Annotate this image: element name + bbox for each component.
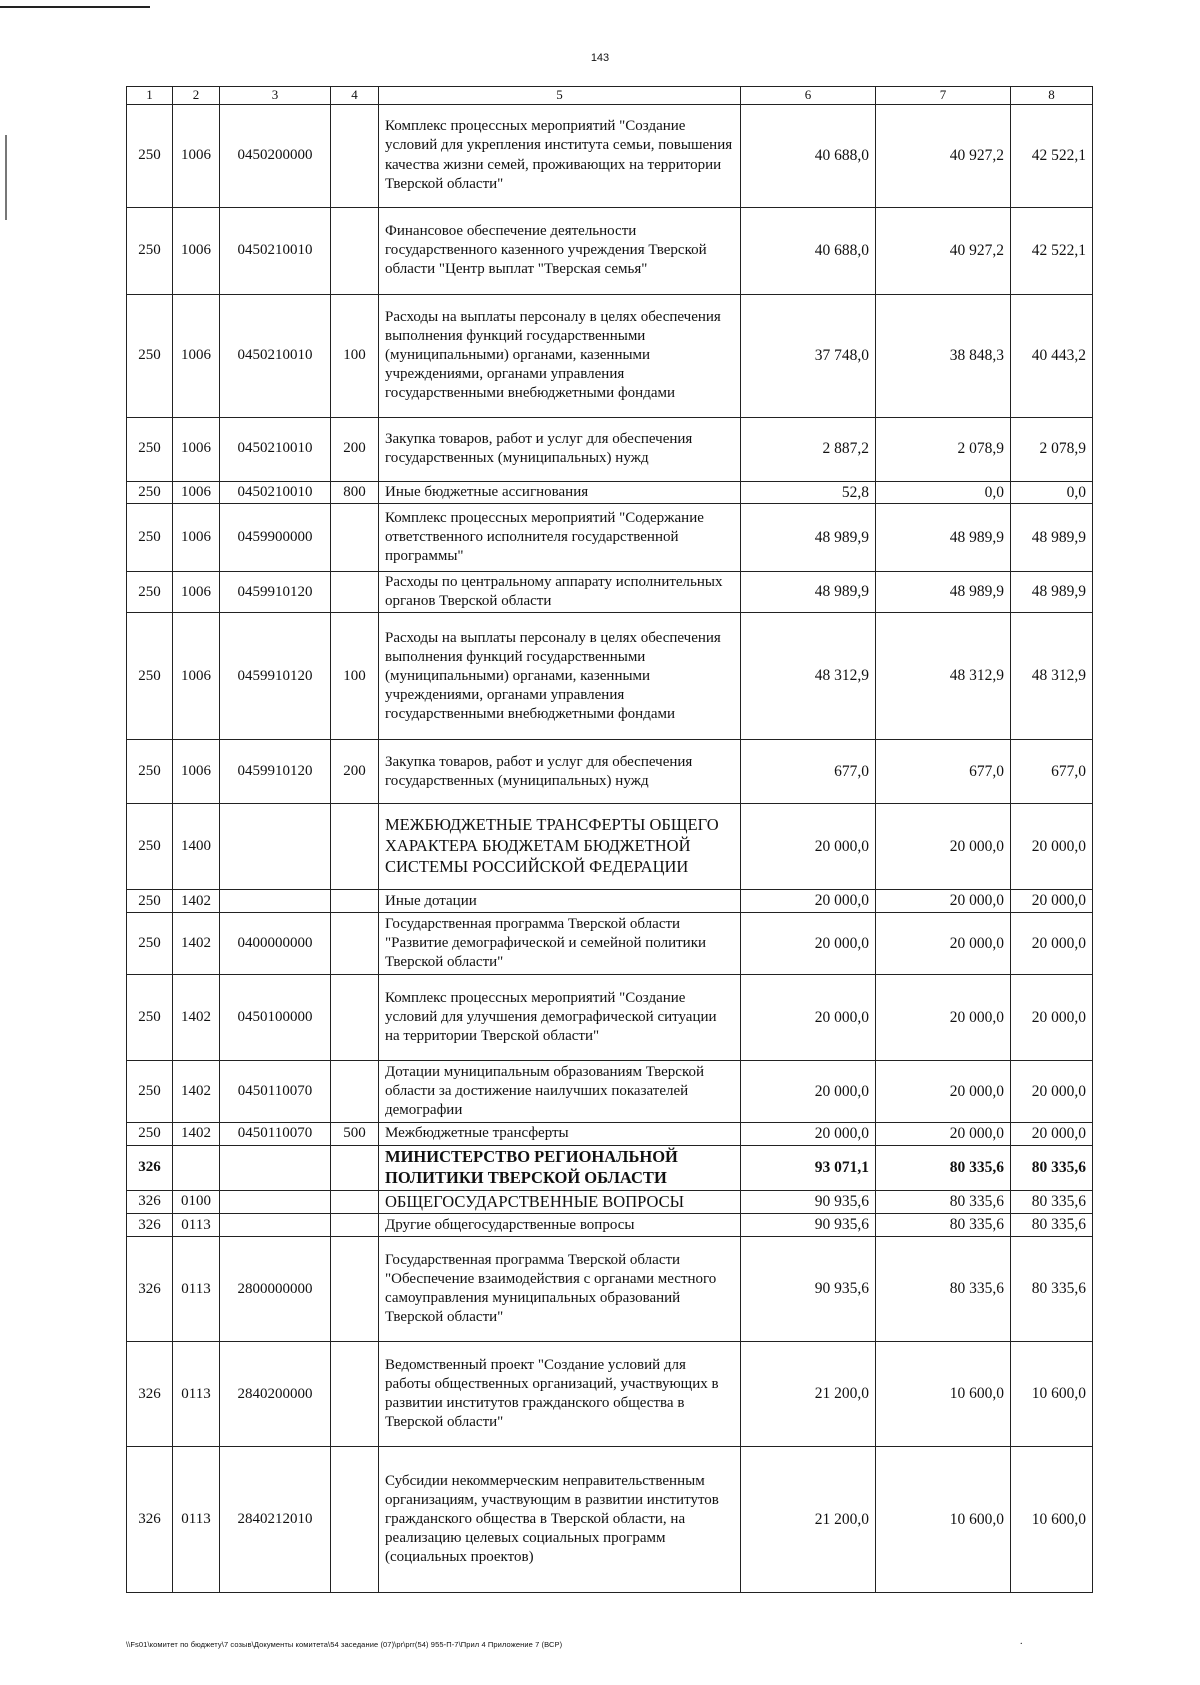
section-code-cell: 1006 [173, 417, 220, 481]
target-article-cell: 0459910120 [220, 572, 331, 613]
description-cell: Государственная программа Тверской области "Развитие демографической и семейной политики Тверской области" [379, 912, 741, 974]
table-row [127, 504, 1093, 572]
amount-year3-cell: 20 000,0 [1011, 1060, 1093, 1122]
section-code-cell: 1006 [173, 504, 220, 572]
description-cell: Межбюджетные трансферты [379, 1122, 741, 1145]
expense-type-cell [331, 504, 379, 572]
amount-year3-cell: 20 000,0 [1011, 1122, 1093, 1145]
amount-year2-cell: 40 927,2 [876, 207, 1011, 294]
chapter-code-cell: 250 [127, 974, 173, 1060]
footer-file-path: \\Fs01\комитет по бюджету\7 созыв\Документы комитета\54 заседание (07)\pr\prr(54) 955-П-7\Прил 4 Приложение 7 (ВСР) [126, 1640, 563, 1649]
chapter-code-cell: 326 [127, 1447, 173, 1593]
description-cell: Расходы на выплаты персоналу в целях обеспечения выполнения функций государственными (муниципальными) органами, казенными учреждениями, органами управления государственными внебюджетными фондами [379, 613, 741, 740]
amount-year2-cell: 20 000,0 [876, 890, 1011, 913]
target-article-cell: 0459900000 [220, 504, 331, 572]
amount-year2-cell: 20 000,0 [876, 1060, 1011, 1122]
amount-year1-cell: 90 935,6 [741, 1190, 876, 1214]
expense-type-cell: 800 [331, 481, 379, 504]
table-row [127, 1237, 1093, 1342]
expense-type-cell [331, 912, 379, 974]
description-cell: Расходы на выплаты персоналу в целях обеспечения выполнения функций государственными (муниципальными) органами, казенными учреждениями, органами управления государственными внебюджетными фондами [379, 294, 741, 417]
corner-scan-mark [0, 6, 150, 8]
column-number-row [127, 87, 1093, 105]
expense-type-cell: 100 [331, 294, 379, 417]
target-article-cell: 0450110070 [220, 1122, 331, 1145]
amount-year1-cell: 90 935,6 [741, 1214, 876, 1237]
amount-year1-cell: 21 200,0 [741, 1342, 876, 1447]
amount-year3-cell: 80 335,6 [1011, 1237, 1093, 1342]
chapter-code-cell: 326 [127, 1214, 173, 1237]
table-row [127, 740, 1093, 804]
chapter-code-cell: 326 [127, 1342, 173, 1447]
amount-year1-cell: 40 688,0 [741, 207, 876, 294]
description-cell: Расходы по центральному аппарату исполнительных органов Тверской области [379, 572, 741, 613]
expense-type-cell [331, 1060, 379, 1122]
amount-year3-cell: 42 522,1 [1011, 104, 1093, 207]
amount-year1-cell: 48 989,9 [741, 572, 876, 613]
column-header: 7 [876, 87, 1011, 105]
expense-type-cell: 500 [331, 1122, 379, 1145]
chapter-code-cell: 250 [127, 912, 173, 974]
target-article-cell: 0450210010 [220, 417, 331, 481]
amount-year3-cell: 80 335,6 [1011, 1190, 1093, 1214]
section-code-cell: 1402 [173, 1122, 220, 1145]
page-number: 143 [590, 52, 610, 64]
table-row [127, 1190, 1093, 1214]
description-cell: Комплекс процессных мероприятий "Создание условий для укрепления института семьи, повышения качества жизни семей, проживающих на территории Тверской области" [379, 104, 741, 207]
amount-year2-cell: 20 000,0 [876, 1122, 1011, 1145]
section-code-cell: 1006 [173, 740, 220, 804]
amount-year2-cell: 0,0 [876, 481, 1011, 504]
amount-year1-cell: 20 000,0 [741, 974, 876, 1060]
column-header: 3 [220, 87, 331, 105]
target-article-cell: 0450200000 [220, 104, 331, 207]
description-cell: Комплекс процессных мероприятий "Содержание ответственного исполнителя государственной программы" [379, 504, 741, 572]
amount-year2-cell: 2 078,9 [876, 417, 1011, 481]
amount-year2-cell: 20 000,0 [876, 974, 1011, 1060]
chapter-code-cell: 250 [127, 417, 173, 481]
expense-type-cell [331, 1342, 379, 1447]
description-cell: ОБЩЕГОСУДАРСТВЕННЫЕ ВОПРОСЫ [379, 1190, 741, 1214]
expense-type-cell: 200 [331, 417, 379, 481]
amount-year2-cell: 20 000,0 [876, 912, 1011, 974]
chapter-code-cell: 250 [127, 804, 173, 890]
chapter-code-cell: 250 [127, 207, 173, 294]
table-row [127, 481, 1093, 504]
target-article-cell: 2840212010 [220, 1447, 331, 1593]
amount-year2-cell: 20 000,0 [876, 804, 1011, 890]
expense-type-cell [331, 974, 379, 1060]
amount-year2-cell: 10 600,0 [876, 1447, 1011, 1593]
chapter-code-cell: 250 [127, 294, 173, 417]
section-code-cell: 1402 [173, 890, 220, 913]
amount-year3-cell: 20 000,0 [1011, 974, 1093, 1060]
expense-type-cell [331, 1190, 379, 1214]
amount-year2-cell: 80 335,6 [876, 1190, 1011, 1214]
target-article-cell: 2840200000 [220, 1342, 331, 1447]
table-row [127, 207, 1093, 294]
amount-year1-cell: 20 000,0 [741, 890, 876, 913]
table-row [127, 104, 1093, 207]
description-cell: МЕЖБЮДЖЕТНЫЕ ТРАНСФЕРТЫ ОБЩЕГО ХАРАКТЕРА БЮДЖЕТАМ БЮДЖЕТНОЙ СИСТЕМЫ РОССИЙСКОЙ ФЕДЕРАЦИИ [379, 804, 741, 890]
chapter-code-cell: 250 [127, 740, 173, 804]
chapter-code-cell: 250 [127, 1060, 173, 1122]
section-code-cell: 1006 [173, 613, 220, 740]
description-cell: Иные бюджетные ассигнования [379, 481, 741, 504]
amount-year1-cell: 20 000,0 [741, 1060, 876, 1122]
description-cell: Финансовое обеспечение деятельности государственного казенного учреждения Тверской области "Центр выплат "Тверская семья" [379, 207, 741, 294]
amount-year2-cell: 677,0 [876, 740, 1011, 804]
expense-type-cell [331, 1145, 379, 1190]
table-row [127, 1122, 1093, 1145]
chapter-code-cell: 250 [127, 104, 173, 207]
amount-year1-cell: 20 000,0 [741, 912, 876, 974]
chapter-code-cell: 250 [127, 504, 173, 572]
chapter-code-cell: 326 [127, 1237, 173, 1342]
expense-type-cell [331, 1447, 379, 1593]
amount-year1-cell: 2 887,2 [741, 417, 876, 481]
amount-year3-cell: 20 000,0 [1011, 804, 1093, 890]
chapter-code-cell: 250 [127, 890, 173, 913]
column-header: 2 [173, 87, 220, 105]
table-row [127, 1145, 1093, 1190]
amount-year1-cell: 48 312,9 [741, 613, 876, 740]
table-row [127, 912, 1093, 974]
target-article-cell [220, 890, 331, 913]
amount-year2-cell: 40 927,2 [876, 104, 1011, 207]
table-row [127, 890, 1093, 913]
section-code-cell: 0113 [173, 1342, 220, 1447]
target-article-cell: 2800000000 [220, 1237, 331, 1342]
amount-year2-cell: 80 335,6 [876, 1237, 1011, 1342]
expense-type-cell [331, 207, 379, 294]
expense-type-cell: 200 [331, 740, 379, 804]
expense-type-cell [331, 890, 379, 913]
description-cell: Закупка товаров, работ и услуг для обеспечения государственных (муниципальных) нужд [379, 740, 741, 804]
amount-year2-cell: 80 335,6 [876, 1214, 1011, 1237]
amount-year2-cell: 48 989,9 [876, 572, 1011, 613]
amount-year1-cell: 20 000,0 [741, 1122, 876, 1145]
description-cell: Другие общегосударственные вопросы [379, 1214, 741, 1237]
section-code-cell: 0100 [173, 1190, 220, 1214]
target-article-cell: 0450210010 [220, 207, 331, 294]
target-article-cell: 0450210010 [220, 481, 331, 504]
amount-year3-cell: 0,0 [1011, 481, 1093, 504]
table-body [127, 104, 1093, 1593]
table-row [127, 294, 1093, 417]
target-article-cell [220, 804, 331, 890]
amount-year1-cell: 677,0 [741, 740, 876, 804]
description-cell: Субсидии некоммерческим неправительственным организациям, участвующим в развитии институтов гражданского общества в Тверской области, на реализацию целевых социальных программ (социальных проектов) [379, 1447, 741, 1593]
table-row [127, 1214, 1093, 1237]
section-code-cell: 1006 [173, 481, 220, 504]
chapter-code-cell: 250 [127, 613, 173, 740]
description-cell: Закупка товаров, работ и услуг для обеспечения государственных (муниципальных) нужд [379, 417, 741, 481]
amount-year3-cell: 20 000,0 [1011, 912, 1093, 974]
amount-year3-cell: 10 600,0 [1011, 1447, 1093, 1593]
section-code-cell: 1400 [173, 804, 220, 890]
section-code-cell: 1402 [173, 912, 220, 974]
amount-year2-cell: 48 312,9 [876, 613, 1011, 740]
section-code-cell: 1402 [173, 974, 220, 1060]
target-article-cell [220, 1190, 331, 1214]
table-row [127, 1342, 1093, 1447]
table-row [127, 804, 1093, 890]
budget-table [126, 86, 1093, 1593]
chapter-code-cell: 250 [127, 481, 173, 504]
section-code-cell: 1006 [173, 207, 220, 294]
chapter-code-cell: 250 [127, 572, 173, 613]
target-article-cell [220, 1214, 331, 1237]
amount-year3-cell: 80 335,6 [1011, 1214, 1093, 1237]
section-code-cell: 0113 [173, 1447, 220, 1593]
description-cell: Комплекс процессных мероприятий "Создание условий для улучшения демографической ситуации на территории Тверской области" [379, 974, 741, 1060]
amount-year3-cell: 80 335,6 [1011, 1145, 1093, 1190]
amount-year1-cell: 20 000,0 [741, 804, 876, 890]
section-code-cell: 1006 [173, 104, 220, 207]
chapter-code-cell: 326 [127, 1190, 173, 1214]
amount-year2-cell: 38 848,3 [876, 294, 1011, 417]
expense-type-cell [331, 572, 379, 613]
description-cell: Ведомственный проект "Создание условий для работы общественных организаций, участвующих в развитии институтов гражданского общества в Тверской области" [379, 1342, 741, 1447]
section-code-cell: 0113 [173, 1214, 220, 1237]
expense-type-cell [331, 1214, 379, 1237]
target-article-cell: 0450100000 [220, 974, 331, 1060]
amount-year3-cell: 10 600,0 [1011, 1342, 1093, 1447]
table-row [127, 974, 1093, 1060]
section-code-cell: 1402 [173, 1060, 220, 1122]
table-row [127, 417, 1093, 481]
amount-year3-cell: 40 443,2 [1011, 294, 1093, 417]
table-row [127, 613, 1093, 740]
column-header: 6 [741, 87, 876, 105]
table-row [127, 1447, 1093, 1593]
target-article-cell [220, 1145, 331, 1190]
target-article-cell: 0400000000 [220, 912, 331, 974]
amount-year3-cell: 48 989,9 [1011, 504, 1093, 572]
side-scan-mark [5, 135, 7, 220]
description-cell: Дотации муниципальным образованиям Тверской области за достижение наилучших показателей демографии [379, 1060, 741, 1122]
amount-year3-cell: 48 312,9 [1011, 613, 1093, 740]
table-row [127, 572, 1093, 613]
amount-year1-cell: 90 935,6 [741, 1237, 876, 1342]
expense-type-cell [331, 1237, 379, 1342]
description-cell: Иные дотации [379, 890, 741, 913]
amount-year1-cell: 52,8 [741, 481, 876, 504]
amount-year3-cell: 20 000,0 [1011, 890, 1093, 913]
target-article-cell: 0459910120 [220, 613, 331, 740]
stray-dot: . [1020, 1636, 1023, 1647]
amount-year2-cell: 48 989,9 [876, 504, 1011, 572]
expense-type-cell: 100 [331, 613, 379, 740]
amount-year3-cell: 2 078,9 [1011, 417, 1093, 481]
amount-year3-cell: 48 989,9 [1011, 572, 1093, 613]
target-article-cell: 0459910120 [220, 740, 331, 804]
section-code-cell: 0113 [173, 1237, 220, 1342]
section-code-cell: 1006 [173, 572, 220, 613]
target-article-cell: 0450110070 [220, 1060, 331, 1122]
chapter-code-cell: 250 [127, 1122, 173, 1145]
amount-year2-cell: 10 600,0 [876, 1342, 1011, 1447]
amount-year3-cell: 42 522,1 [1011, 207, 1093, 294]
amount-year3-cell: 677,0 [1011, 740, 1093, 804]
section-code-cell [173, 1145, 220, 1190]
description-cell: Государственная программа Тверской области "Обеспечение взаимодействия с органами местного самоуправления муниципальных образований Тверской области" [379, 1237, 741, 1342]
expense-type-cell [331, 804, 379, 890]
expense-type-cell [331, 104, 379, 207]
amount-year1-cell: 48 989,9 [741, 504, 876, 572]
description-cell: МИНИСТЕРСТВО РЕГИОНАЛЬНОЙ ПОЛИТИКИ ТВЕРСКОЙ ОБЛАСТИ [379, 1145, 741, 1190]
column-header: 5 [379, 87, 741, 105]
amount-year1-cell: 21 200,0 [741, 1447, 876, 1593]
amount-year1-cell: 37 748,0 [741, 294, 876, 417]
amount-year1-cell: 40 688,0 [741, 104, 876, 207]
chapter-code-cell: 326 [127, 1145, 173, 1190]
table-row [127, 1060, 1093, 1122]
section-code-cell: 1006 [173, 294, 220, 417]
column-header: 8 [1011, 87, 1093, 105]
column-header: 4 [331, 87, 379, 105]
amount-year2-cell: 80 335,6 [876, 1145, 1011, 1190]
target-article-cell: 0450210010 [220, 294, 331, 417]
amount-year1-cell: 93 071,1 [741, 1145, 876, 1190]
column-header: 1 [127, 87, 173, 105]
